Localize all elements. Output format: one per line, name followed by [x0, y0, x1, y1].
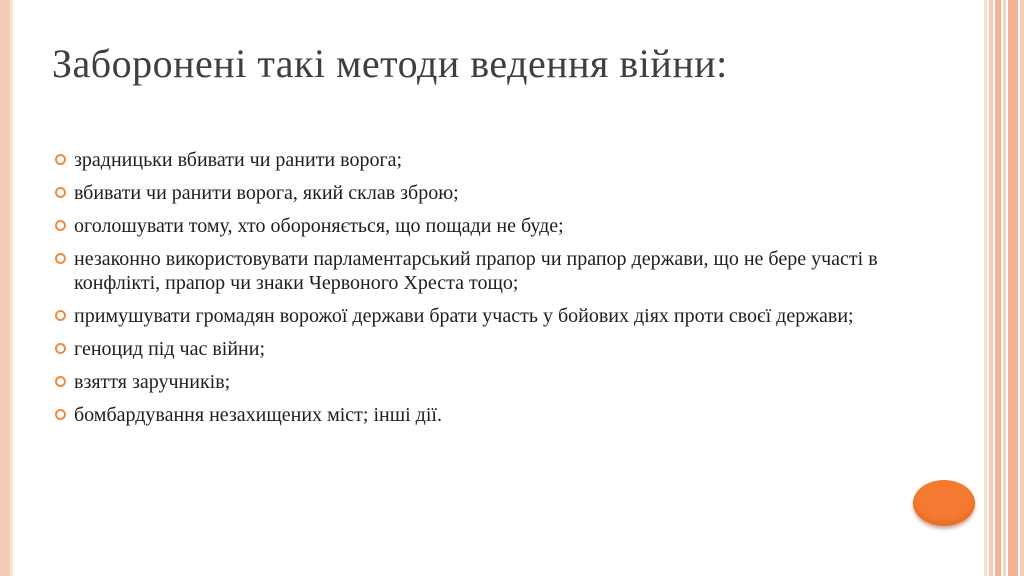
orange-oval-icon: [913, 480, 975, 526]
hollow-circle-bullet-icon: [55, 154, 66, 165]
left-border-stripe: [0, 0, 10, 576]
bullet-text: бомбардування незахищених міст; інші дії.: [74, 404, 442, 426]
stripe: [1003, 0, 1006, 576]
bullet-text: оголошувати тому, хто обороняється, що пощади не буде;: [74, 215, 564, 237]
slide-title: Заборонені такі методи ведення війни:: [52, 41, 728, 86]
hollow-circle-bullet-icon: [55, 253, 66, 264]
bullet-text: взяття заручників;: [74, 371, 231, 393]
hollow-circle-bullet-icon: [55, 187, 66, 198]
bullet-item: [52, 181, 952, 205]
left-border-inner-stripe: [10, 0, 13, 576]
bullet-item: [52, 247, 952, 295]
stripe: [989, 0, 993, 576]
hollow-circle-bullet-icon: [55, 220, 66, 231]
bullet-item: [52, 148, 952, 172]
stripe: [1008, 0, 1018, 576]
bullet-item: [52, 214, 952, 238]
bullet-text: примушувати громадян ворожої держави брати участь у бойових діях проти своєї держави;: [74, 305, 854, 327]
bullet-item: [52, 304, 952, 328]
hollow-circle-bullet-icon: [55, 310, 66, 321]
hollow-circle-bullet-icon: [55, 409, 66, 420]
hollow-circle-bullet-icon: [55, 376, 66, 387]
bullet-text: зрадницьки вбивати чи ранити ворога;: [74, 149, 403, 171]
stripe: [1020, 0, 1024, 576]
bullet-list: [52, 148, 952, 436]
bullet-text: незаконно використовувати парламентарський прапор чи прапор держави, що не бере участі в конфлікті, прапор чи знаки Червоного Хреста тощо;: [74, 248, 878, 294]
bullet-item: [52, 370, 952, 394]
bullet-text: геноцид під час війни;: [74, 338, 266, 360]
bullet-text: вбивати чи ранити ворога, який склав зброю;: [74, 182, 459, 204]
stripe: [984, 0, 987, 576]
stripe: [995, 0, 1001, 576]
right-decorative-stripes: [984, 0, 1024, 576]
hollow-circle-bullet-icon: [55, 343, 66, 354]
bullet-item: [52, 337, 952, 361]
bullet-item: [52, 403, 952, 427]
